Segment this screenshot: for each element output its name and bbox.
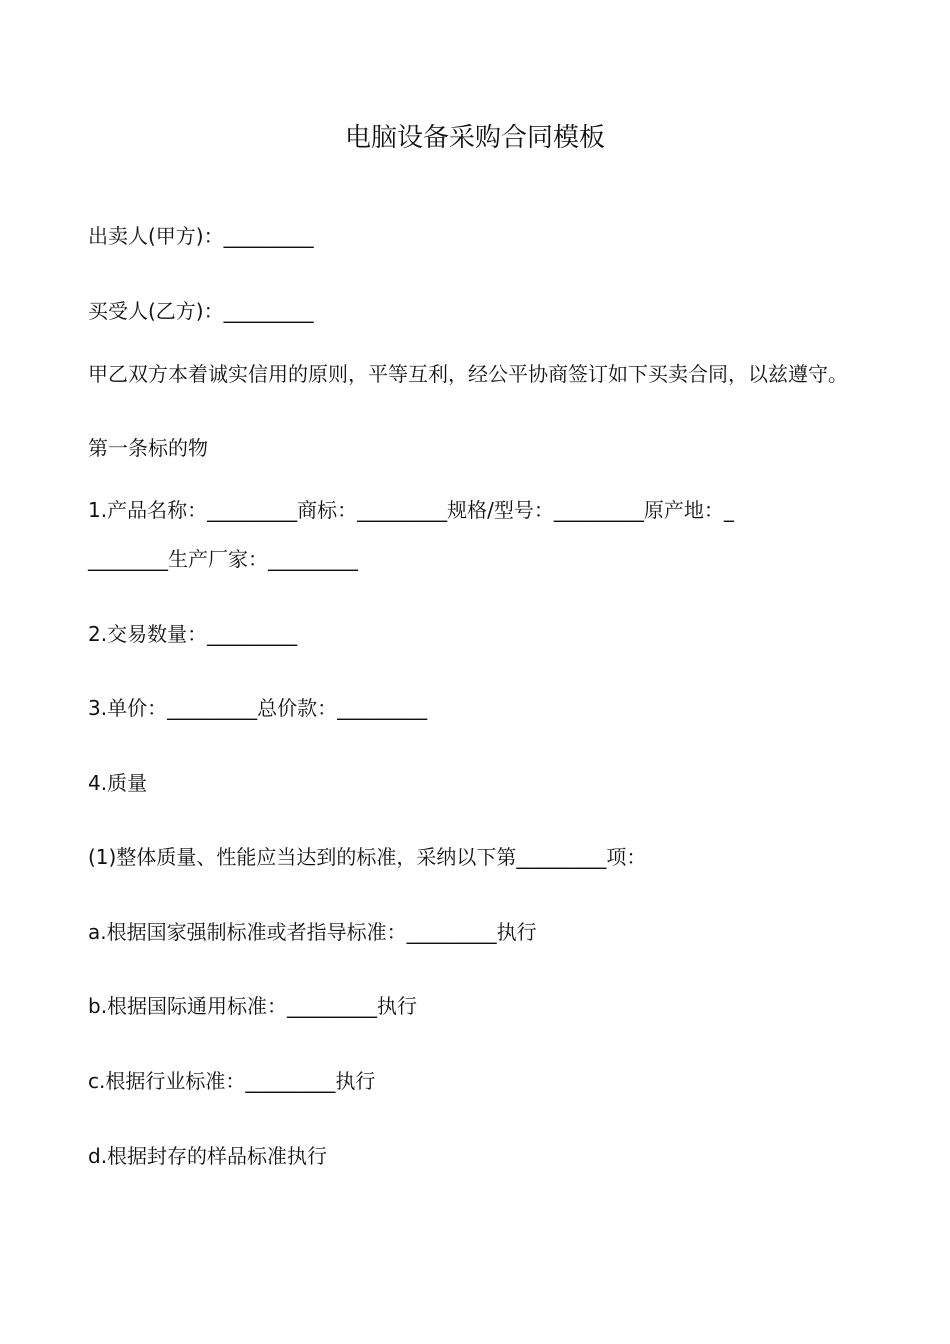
document-title: 电脑设备采购合同模板 (344, 123, 605, 153)
intro-paragraph: 甲乙双方本着诚实信用的原则，平等互利，经公平协商签订如下买卖合同，以兹遵守。 (88, 362, 848, 386)
item-1-line-2: ________生产厂家：_________ (88, 547, 358, 571)
buyer-line: 买受人(乙方)：_________ (88, 299, 314, 323)
item-4-d-line: d.根据封存的样品标准执行 (88, 1144, 328, 1168)
item-1-line-1: 1.产品名称：_________商标：_________规格/型号：_________原产地：_ (88, 498, 734, 522)
item-4-c-line: c.根据行业标准：_________执行 (88, 1069, 376, 1093)
seller-line: 出卖人(甲方)：_________ (88, 224, 314, 248)
item-2-line: 2.交易数量：_________ (88, 622, 298, 646)
item-4-a-line: a.根据国家强制标准或者指导标准：_________执行 (88, 920, 537, 944)
article-1-heading: 第一条标的物 (88, 436, 208, 460)
item-4-1-line: (1)整体质量、性能应当达到的标准，采纳以下第_________项： (88, 845, 647, 869)
item-3-line: 3.单价：_________总价款：_________ (88, 696, 428, 720)
item-4-b-line: b.根据国际通用标准：_________执行 (88, 994, 418, 1018)
item-4-heading: 4.质量 (88, 771, 148, 795)
